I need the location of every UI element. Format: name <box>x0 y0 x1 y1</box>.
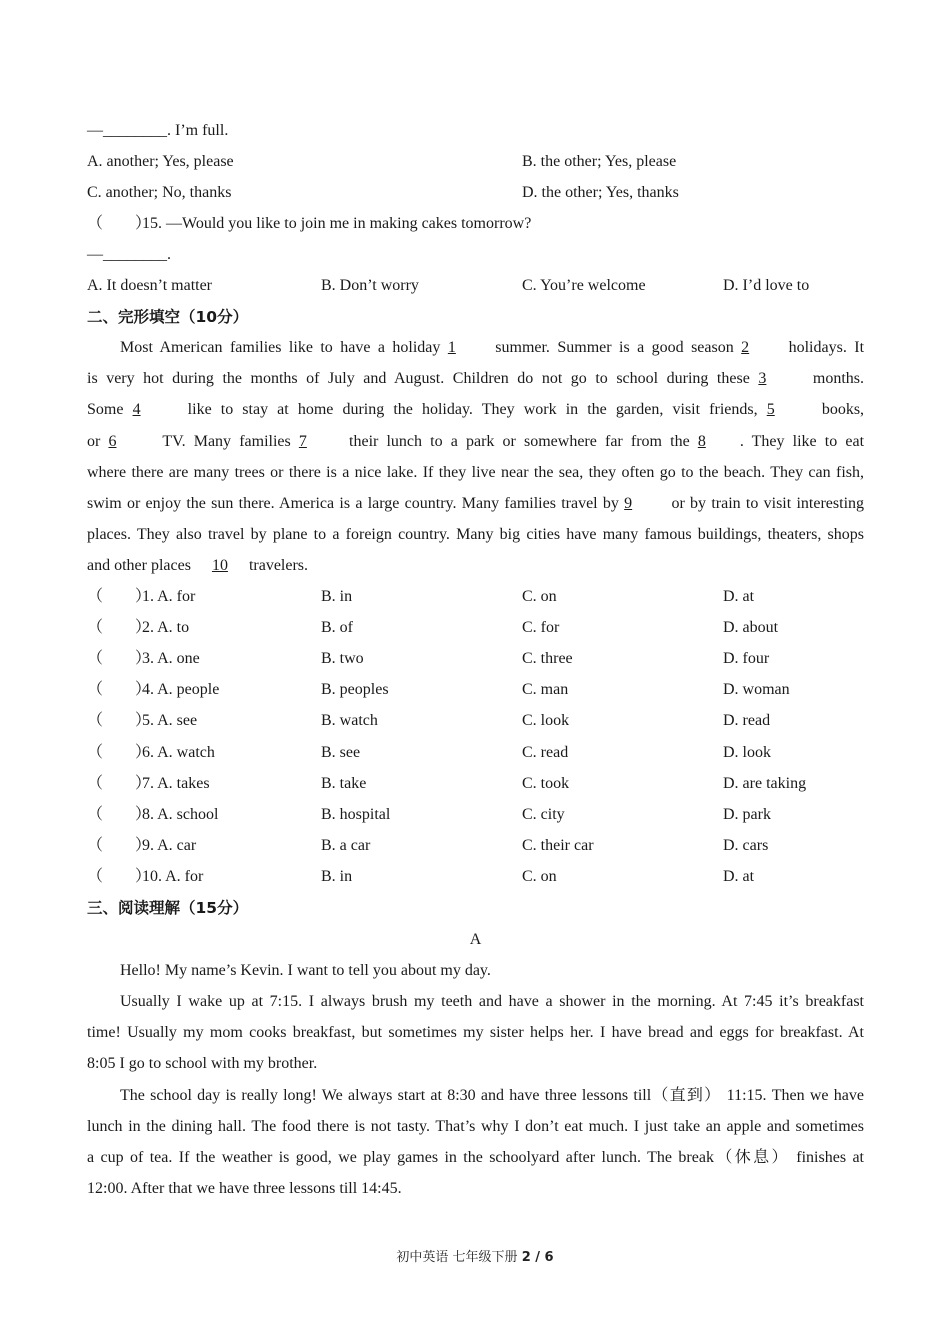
cloze-blank-5: 5 <box>766 401 775 418</box>
cloze-line-7: places. They also travel by plane to a foreign country. Many big cities have many famous buildings, theaters, shops <box>87 526 864 543</box>
option-c: C. three <box>522 650 573 667</box>
answer-paren[interactable]: （ ） <box>87 619 152 636</box>
reading-line-8: 12:00. After that we have three lessons till 14:45. <box>87 1180 402 1197</box>
q15-option-d: D. I’d love to <box>723 277 810 294</box>
q15-stem-line <box>87 213 864 235</box>
option-d: D. cars <box>723 837 769 854</box>
option-c: C. read <box>522 744 569 761</box>
option-a: 10. A. for <box>142 868 204 885</box>
answer-paren[interactable]: （ ） <box>87 868 152 885</box>
cloze-line-1: Most American families like to have a holiday 1 summer. Summer is a good season 2 holidays. It <box>87 337 864 359</box>
option-a: 3. A. one <box>142 650 200 667</box>
cloze-blank-4: 4 <box>132 401 141 418</box>
answer-paren[interactable]: （ ） <box>87 588 152 605</box>
option-a: 5. A. see <box>142 712 198 729</box>
cloze-blank-3: 3 <box>758 370 767 387</box>
option-b: B. of <box>321 619 353 636</box>
q15-option-c: C. You’re welcome <box>522 277 646 294</box>
option-b: B. in <box>321 588 353 605</box>
section3-title: 三、阅读理解（15分） <box>87 899 249 917</box>
option-b: B. see <box>321 744 361 761</box>
option-d: D. woman <box>723 681 790 698</box>
option-c: C. their car <box>522 837 594 854</box>
cloze-question-5 <box>87 710 197 732</box>
q14-option-a: A. another; Yes, please <box>87 153 234 170</box>
answer-paren[interactable]: （ ） <box>87 681 152 698</box>
option-c: C. for <box>522 619 560 636</box>
option-b: B. hospital <box>321 806 391 823</box>
cloze-question-1 <box>87 586 195 608</box>
cloze-blank-6: 6 <box>108 433 117 450</box>
q15-answer-line: —________. <box>87 246 171 263</box>
option-a: 8. A. school <box>142 806 219 823</box>
footer-title: 初中英语 七年级下册 <box>396 1250 518 1265</box>
cloze-question-10 <box>87 866 203 888</box>
option-a: 6. A. watch <box>142 744 215 761</box>
option-d: D. about <box>723 619 779 636</box>
cloze-line-8: and other places 10 travelers. <box>87 555 864 577</box>
option-d: D. park <box>723 806 771 823</box>
option-c: C. on <box>522 588 557 605</box>
cloze-blank-1: 1 <box>447 339 456 356</box>
q15-option-a: A. It doesn’t matter <box>87 277 213 294</box>
reading-line-3: time! Usually my mom cooks breakfast, but sometimes my sister helps her. I have bread and eggs for breakfast. At <box>87 1024 864 1041</box>
q14-option-c: C. another; No, thanks <box>87 184 232 201</box>
cloze-blank-2: 2 <box>741 339 750 356</box>
cloze-blank-8: 8 <box>697 433 706 450</box>
option-b: B. two <box>321 650 364 667</box>
reading-line-1: Hello! My name’s Kevin. I want to tell you about my day. <box>120 962 491 979</box>
answer-paren[interactable]: （ ） <box>87 650 152 667</box>
answer-paren[interactable]: （ ） <box>87 837 152 854</box>
option-d: D. read <box>723 712 771 729</box>
option-b: B. peoples <box>321 681 389 698</box>
cloze-line-2: is very hot during the months of July and August. Children do not go to school during these 3 months. <box>87 368 864 390</box>
passage-label: A <box>469 931 482 948</box>
option-a: 7. A. takes <box>142 775 210 792</box>
option-a: 9. A. car <box>142 837 197 854</box>
option-d: D. at <box>723 868 755 885</box>
cloze-line-4: or 6 TV. Many families 7 their lunch to a park or somewhere far from the 8 . They like to eat <box>87 431 864 453</box>
option-b: B. watch <box>321 712 378 729</box>
option-a: 4. A. people <box>142 681 220 698</box>
option-b: B. in <box>321 868 353 885</box>
cloze-question-9 <box>87 835 196 857</box>
q14-option-d: D. the other; Yes, thanks <box>522 184 679 201</box>
cloze-question-3 <box>87 648 200 670</box>
answer-paren[interactable]: （ ） <box>87 215 152 232</box>
cloze-line-6: swim or enjoy the sun there. America is a large country. Many families travel by 9 or by train to visit interesting <box>87 493 864 515</box>
cloze-question-7 <box>87 773 210 795</box>
cloze-blank-10: 10 <box>211 557 228 574</box>
option-b: B. take <box>321 775 367 792</box>
reading-line-5: The school day is really long! We always start at 8:30 and have three lessons till（直到） 11:15. Then we have <box>120 1087 864 1104</box>
reading-line-4: 8:05 I go to school with my brother. <box>87 1055 318 1072</box>
q14-option-b: B. the other; Yes, please <box>522 153 677 170</box>
option-d: D. are taking <box>723 775 807 792</box>
option-b: B. a car <box>321 837 371 854</box>
option-c: C. city <box>522 806 565 823</box>
cloze-line-5: where there are many trees or there is a nice lake. If they live near the sea, they often go to the beach. They can fish, <box>87 464 864 481</box>
option-c: C. man <box>522 681 569 698</box>
cloze-question-8 <box>87 804 218 826</box>
cloze-question-6 <box>87 742 215 764</box>
answer-paren[interactable]: （ ） <box>87 744 152 761</box>
option-c: C. look <box>522 712 570 729</box>
cloze-question-4 <box>87 679 219 701</box>
reading-line-7: a cup of tea. If the weather is good, we play games in the schoolyard after lunch. The break（休息） finishes at <box>87 1149 864 1166</box>
answer-paren[interactable]: （ ） <box>87 806 152 823</box>
option-a: 1. A. for <box>142 588 196 605</box>
answer-paren[interactable]: （ ） <box>87 775 152 792</box>
page-footer <box>0 1246 950 1265</box>
option-c: C. on <box>522 868 557 885</box>
cloze-blank-9: 9 <box>624 495 633 512</box>
answer-paren[interactable]: （ ） <box>87 712 152 729</box>
cloze-blank-7: 7 <box>298 433 307 450</box>
q14-answer-line: —________. I’m full. <box>87 122 229 139</box>
option-a: 2. A. to <box>142 619 190 636</box>
option-c: C. took <box>522 775 570 792</box>
cloze-question-2 <box>87 617 189 639</box>
page-number: 2 / 6 <box>521 1250 554 1265</box>
option-d: D. at <box>723 588 755 605</box>
reading-line-2: Usually I wake up at 7:15. I always brush my teeth and have a shower in the morning. At 7:45 it’s breakfast <box>120 993 864 1010</box>
cloze-line-3: Some 4 like to stay at home during the holiday. They work in the garden, visit friends, 5 books, <box>87 399 864 421</box>
option-d: D. look <box>723 744 771 761</box>
option-d: D. four <box>723 650 770 667</box>
section2-title: 二、完形填空（10分） <box>87 308 249 326</box>
q15-option-b: B. Don’t worry <box>321 277 419 294</box>
q15-stem: 15. —Would you like to join me in making cakes tomorrow? <box>142 215 532 232</box>
reading-line-6: lunch in the dining hall. The food there is not tasty. That’s why I don’t eat much. I just take an apple and sometimes <box>87 1118 864 1135</box>
